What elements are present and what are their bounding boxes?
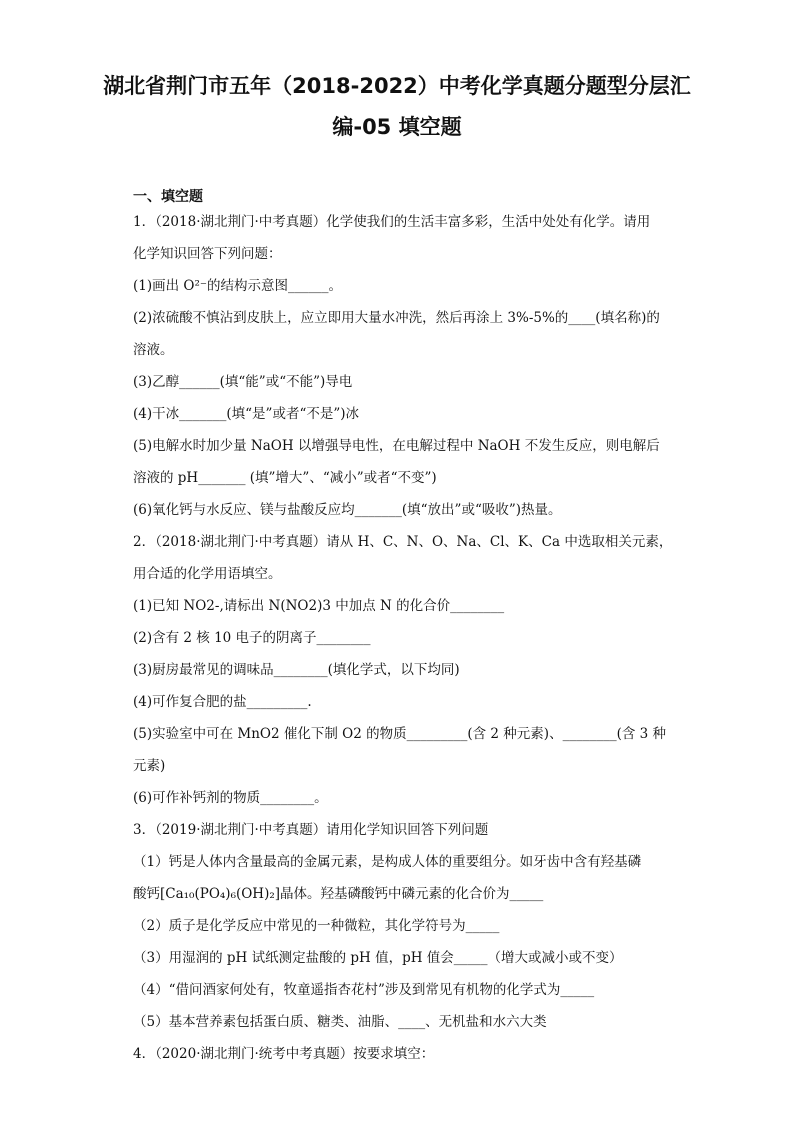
text-line: (2)含有 2 核 10 电子的阴离子________ — [133, 630, 371, 646]
text-line: (1)画出 O²⁻的结构示意图______。 — [133, 278, 343, 294]
text-line: (6)氧化钙与水反应、镁与盐酸反应均_______(填“放出”或“吸收”)热量。 — [133, 502, 562, 518]
text-line: (1)已知 NO2-,请标出 N(NO2)3 中加点 N 的化合价________ — [133, 598, 505, 614]
text-line: 酸钙[Ca₁₀(PO₄)₆(OH)₂]晶体。羟基磷酸钙中磷元素的化合价为_____ — [133, 886, 544, 902]
text-line: 溶液的 pH_______ (填”增大”、“减小”或者“不变”) — [133, 470, 437, 486]
text-line: （4）“借问酒家何处有，牧童遥指杏花村”涉及到常见有机物的化学式为_____ — [133, 982, 595, 998]
text-line: 用合适的化学用语填空。 — [133, 566, 282, 582]
section-heading: 一、填空题 — [133, 189, 203, 205]
text-line: (3)厨房最常见的调味品________(填化学式，以下均同) — [133, 662, 460, 678]
text-line: （5）基本营养素包括蛋白质、糖类、油脂、____、无机盐和水六大类 — [133, 1014, 547, 1030]
text-line: (4)干冰_______(填“是”或者“不是”)冰 — [133, 406, 360, 422]
document-title-line1: 湖北省荆门市五年（2018-2022）中考化学真题分题型分层汇 — [103, 74, 691, 98]
text-line: (6)可作补钙剂的物质________。 — [133, 790, 328, 806]
text-line: 溶液。 — [133, 342, 174, 358]
text-line: 3．（2019·湖北荆门·中考真题）请用化学知识回答下列问题 — [133, 822, 489, 838]
text-line: (2)浓硫酸不慎沾到皮肤上，应立即用大量水冲洗，然后再涂上 3%-5%的____(填名称)的 — [133, 310, 660, 326]
text-line: （1）钙是人体内含量最高的金属元素，是构成人体的重要组分。如牙齿中含有羟基磷 — [133, 854, 642, 870]
text-line: (5)实验室中可在 MnO2 催化下制 O2 的物质_________(含 2 种元素)、________(含 3 种 — [133, 726, 667, 742]
text-line: （2）质子是化学反应中常见的一种微粒，其化学符号为_____ — [133, 918, 500, 934]
text-line: 2．（2018·湖北荆门·中考真题）请从 H、C、N、O、Na、Cl、K、Ca 中选取相关元素， — [133, 534, 673, 550]
text-line: (5)电解水时加少量 NaOH 以增强导电性，在电解过程中 NaOH 不发生反应，则电解后 — [133, 438, 660, 454]
text-line: （3）用湿润的 pH 试纸测定盐酸的 pH 值，pH 值会_____（增大或减小或不变） — [133, 950, 623, 966]
text-line: (3)乙醇______(填“能”或“不能”)导电 — [133, 374, 353, 390]
document-title-line2: 编-05 填空题 — [332, 115, 462, 139]
text-line: 元素) — [133, 758, 166, 774]
text-line: 1．（2018·湖北荆门·中考真题）化学使我们的生活丰富多彩，生活中处处有化学。请用 — [133, 214, 651, 230]
text-line: (4)可作复合肥的盐_________. — [133, 694, 312, 710]
text-line: 4．（2020·湖北荆门·统考中考真题）按要求填空： — [133, 1046, 435, 1062]
text-line: 化学知识回答下列问题： — [133, 246, 282, 262]
